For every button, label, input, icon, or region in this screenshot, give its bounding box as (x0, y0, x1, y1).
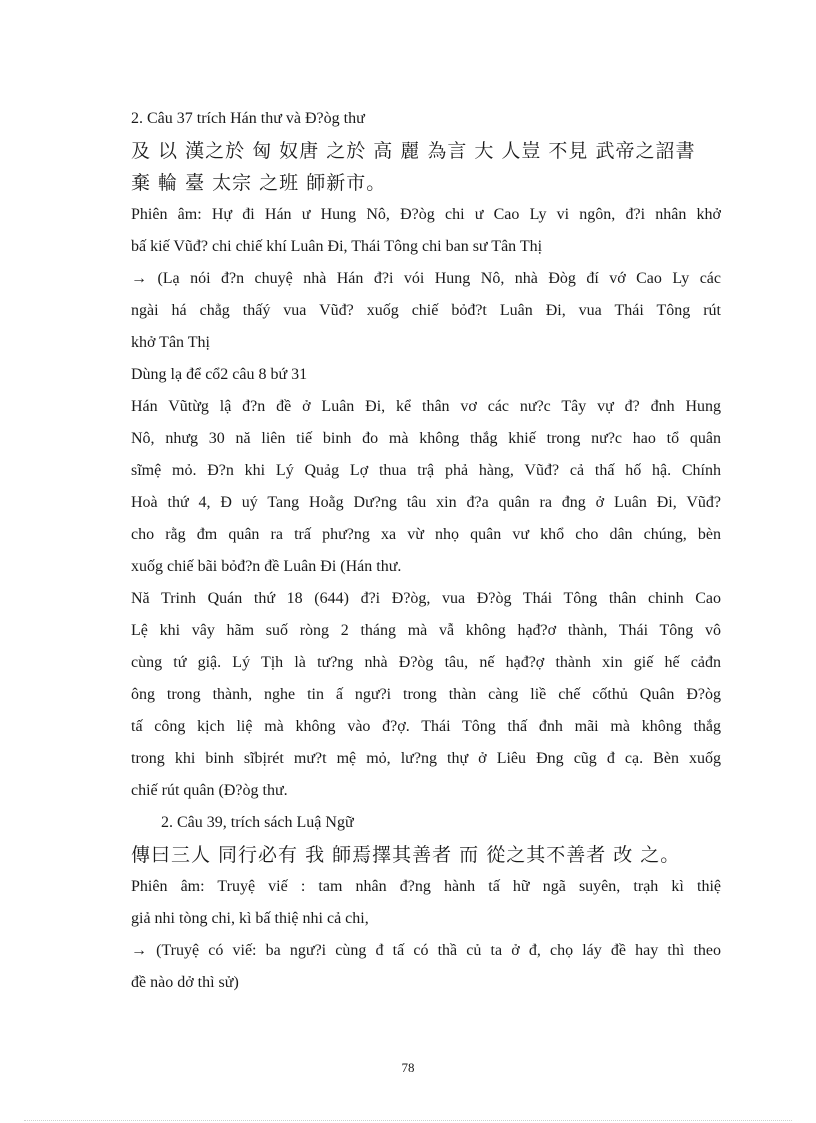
han-text-line: 及 以 漢之於 匈 奴唐 之於 高 麗 為言 大 人豈 不見 武帝之詔書 (131, 140, 696, 162)
page-bottom-border (24, 1120, 792, 1121)
text-line: Hán Vũtừg lậ đ?n đề ở Luân Đi, kể thân vơ các nư?c Tây vự đ? đnh Hung (131, 398, 721, 415)
text-line: đề nào dở thì sử) (131, 974, 239, 991)
text-line: 2. Câu 39, trích sách Luậ Ngữ (161, 814, 354, 831)
section-heading: 2. Câu 37 trích Hán thư và Đ?òg thư (131, 110, 365, 127)
text-line: bấ kiế Vũđ? chi chiế khí Luân Đi, Thái Tông chi ban sư Tân Thị (131, 238, 543, 255)
text-line: Lệ khi vây hãm suố ròng 2 tháng mà vẫ không hạđ?ơ thành, Thái Tông vô (131, 622, 721, 639)
text-line: → (Lạ nói đ?n chuyệ nhà Hán đ?i vói Hung Nô, nhà Đòg đí vớ Cao Ly các (131, 270, 721, 287)
text-line: ngài há chẳg thấý vua Vũđ? xuốg chiế bỏđ?t Luân Đi, vua Thái Tông rút (131, 302, 721, 319)
page-number: 78 (401, 1060, 415, 1075)
text-line: → (Truyệ có viế: ba ngư?i cùng đ tấ có thầ củ ta ở đ, chọ láy đề hay thì theo (131, 942, 721, 959)
text-line: tấ công kịch liệ mà không vào đ?ợ. Thái Tông thấ đnh mãi mà không thắg (131, 718, 721, 735)
text-line: trong khi binh sĩbịrét mư?t mệ mỏ, lư?ng thự ở Liêu Đng cũg đ cạ. Bèn xuốg (131, 750, 721, 767)
text-line: Phiên âm: Truyệ viế : tam nhân đ?ng hành tấ hữ ngã suyên, trạh kì thiệ (131, 878, 721, 895)
text-line: xuốg chiế bãi bỏđ?n đề Luân Đi (Hán thư. (131, 558, 402, 575)
han-text-line: 傳曰三人 同行必有 我 師焉擇其善者 而 從之其不善者 改 之。 (131, 844, 681, 866)
text-line: Nă Trinh Quán thứ 18 (644) đ?i Đ?òg, vua Đ?òg Thái Tông thân chinh Cao (131, 590, 721, 607)
han-text-line: 棄 輪 臺 太宗 之班 師新市。 (131, 172, 387, 194)
text-line: cùng tứ giậ. Lý Tịh là tư?ng nhà Đ?òg tâu, nế hạđ?ợ thành xin giế hế cảđn (131, 654, 721, 671)
text-line: ông trong thành, nghe tin ấ ngư?i trong thàn càng liề chế cốthủ Quân Đ?òg (131, 686, 721, 703)
text-line: Nô, nhưg 30 nă liên tiế binh đo mà không thắg khiế trong nư?c hao tổ quân (131, 430, 721, 447)
text-line: chiế rút quân (Đ?òg thư. (131, 782, 288, 799)
text-line: Dùng lạ để cổ2 câu 8 bứ 31 (131, 366, 308, 383)
text-line: Phiên âm: Hự đi Hán ư Hung Nô, Đ?òg chi ư Cao Ly vi ngôn, đ?i nhân khở (131, 206, 721, 223)
text-line: sĩmệ mỏ. Đ?n khi Lý Quảg Lợ thua trậ phả hàng, Vũđ? cả thấ hố hậ. Chính (131, 462, 721, 479)
text-line: Hoà thứ 4, Đ uý Tang Hoằg Dư?ng tâu xin đ?a quân ra đng ở Luân Đi, Vũđ? (131, 494, 721, 511)
text-line: giả nhi tòng chi, kì bấ thiệ nhi cả chi, (131, 910, 369, 927)
text-line: cho rằg đm quân ra trấ phư?ng xa vừ nhọ quân vư khổ cho dân chúng, bèn (131, 526, 721, 543)
document-body (131, 103, 721, 999)
text-line: khở Tân Thị (131, 334, 210, 351)
